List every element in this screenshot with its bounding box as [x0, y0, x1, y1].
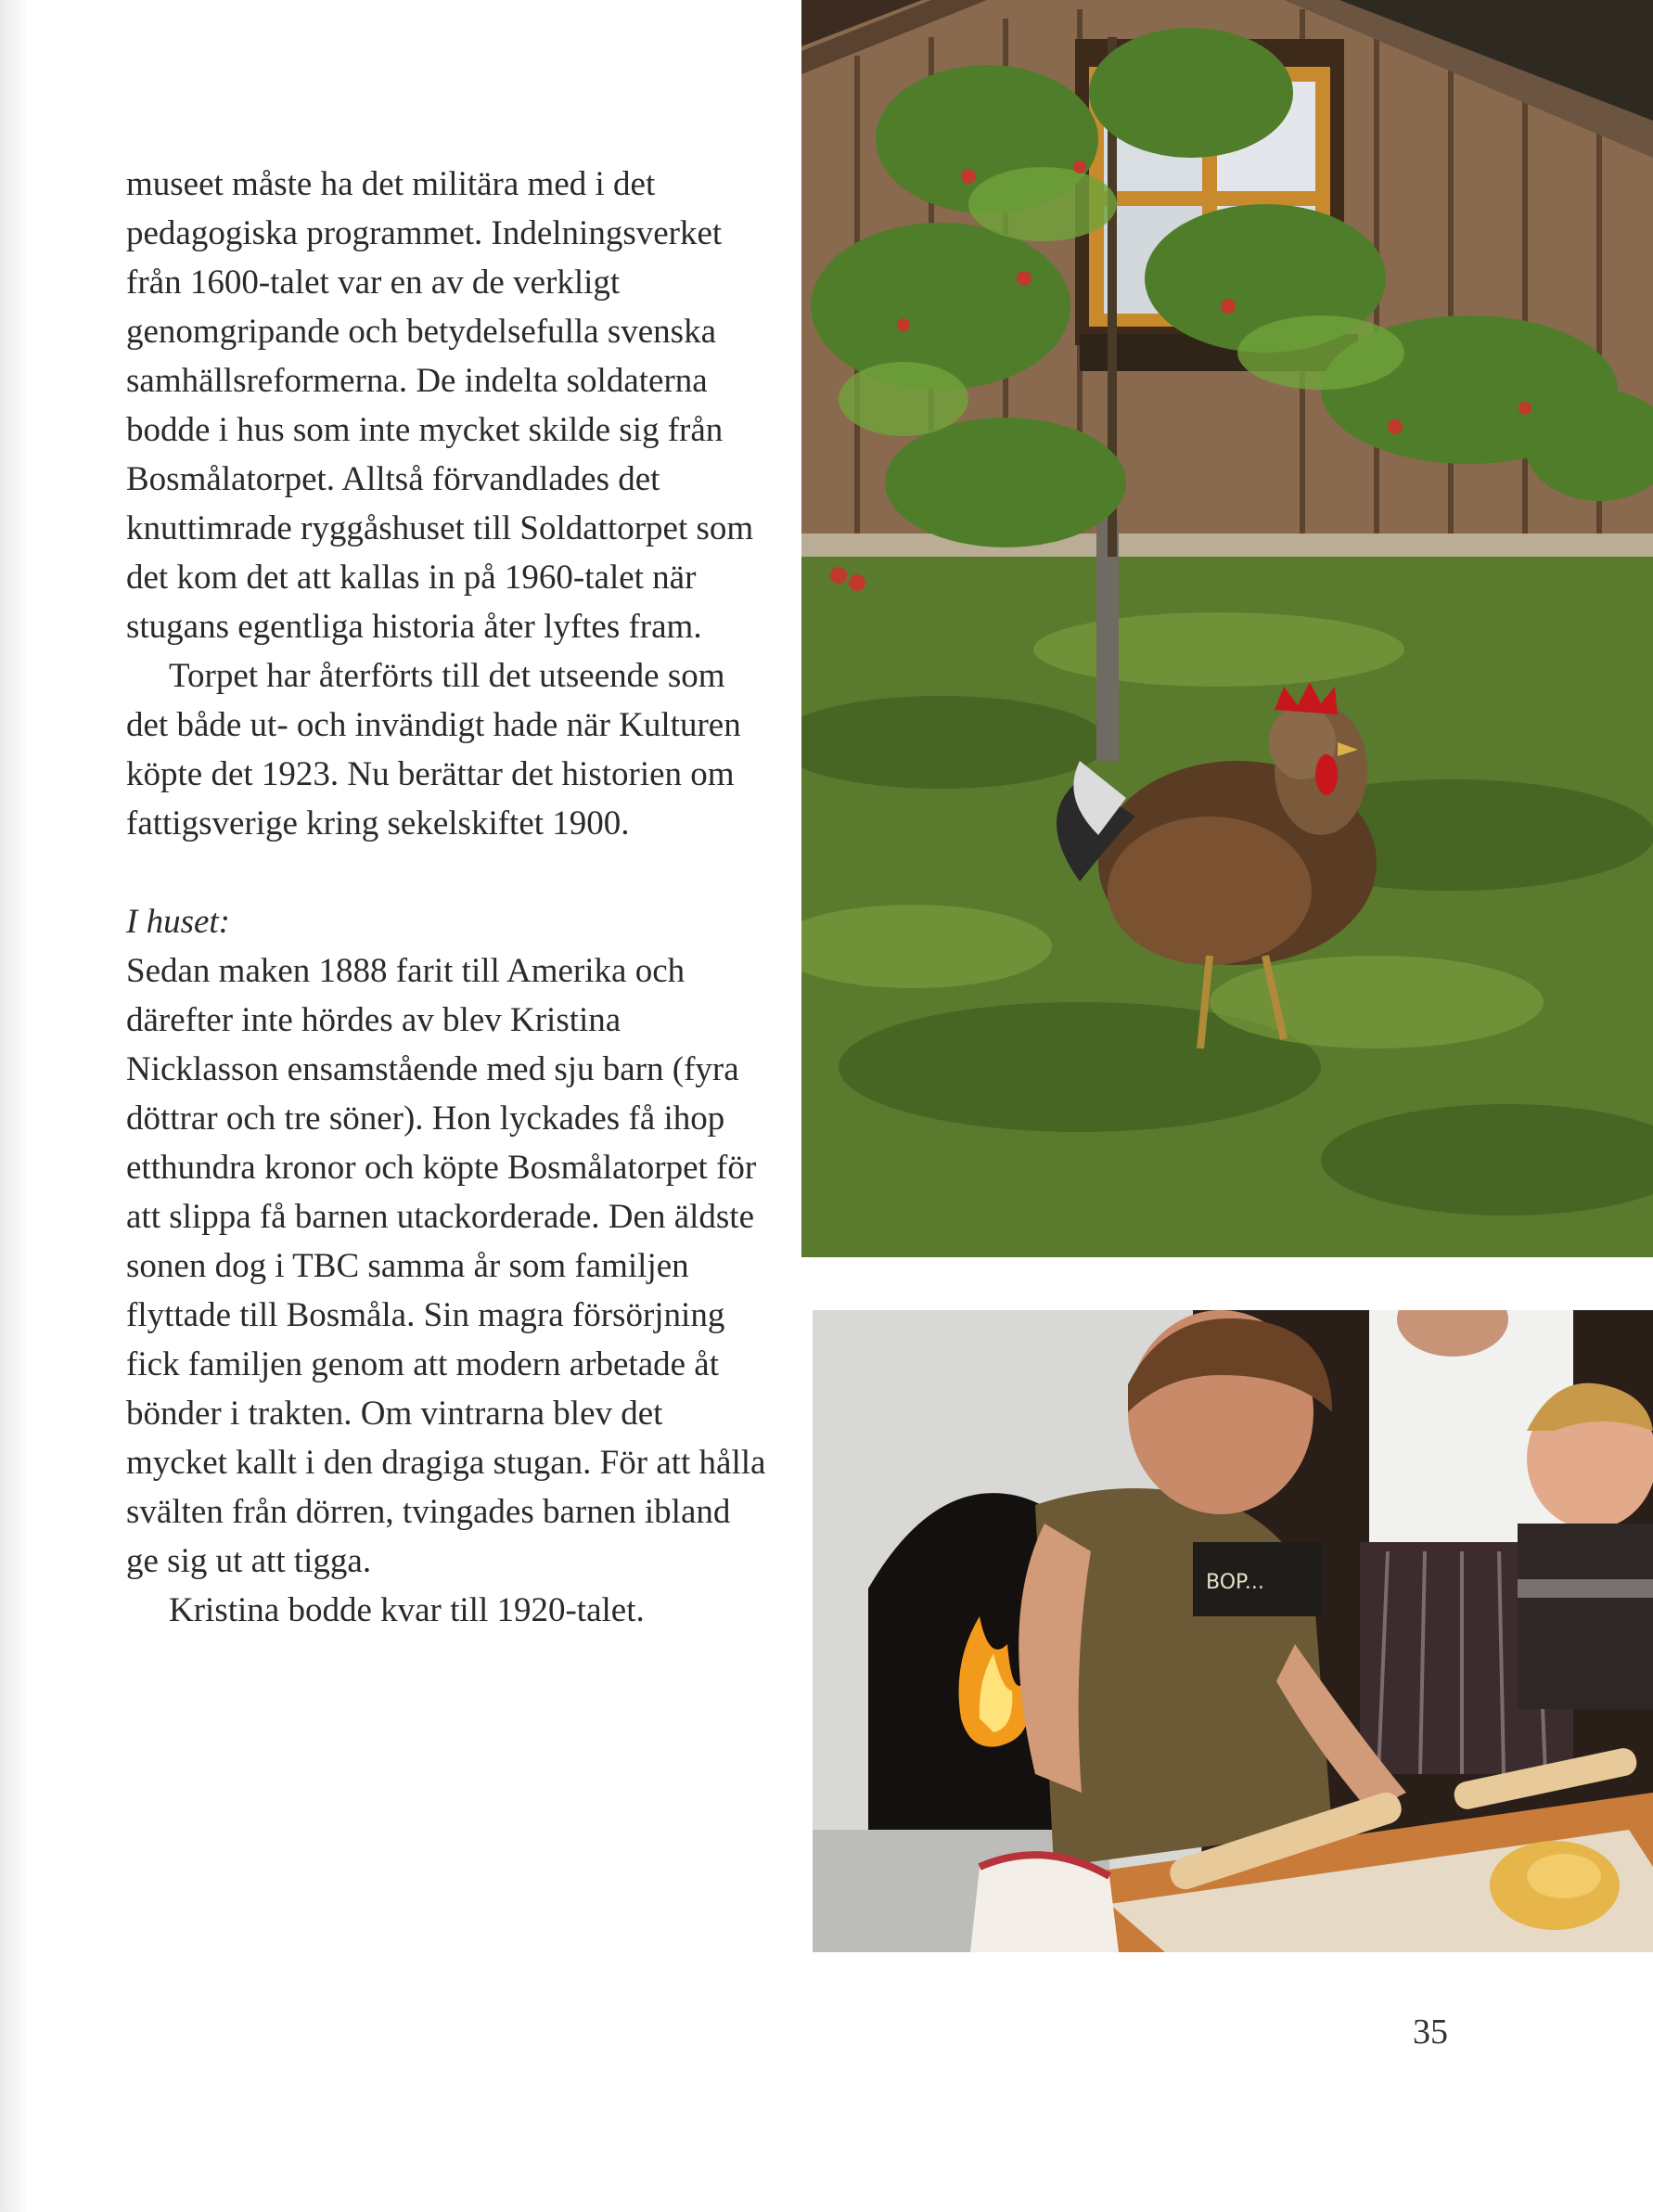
- paragraph-kristina: Sedan maken 1888 farit till Amerika och därefter inte hördes av blev Kristina Nicklasson ensamstående med sju barn (fyra döttrar och tre söner). Hon lyckades få ihop etthundra kronor och köpte Bosmålatorpet för att slippa få barnen utackorderade. Den äldste sonen dog i TBC samma år som familjen flyttade till Bosmåla. Sin magra försörjning fick familjen genom att modern arbetade åt bönder i trakten. Om vintrarna blev det mycket kallt i den dragiga stugan. För att hålla svälten från dörren, tvingades barnen ibland ge sig ut att tigga.: [126, 952, 766, 1580]
- shirt-print: BOP...: [1206, 1571, 1264, 1594]
- subheading-i-huset: I huset:: [126, 903, 230, 941]
- paragraph-militart: museet måste ha det militära med i det pedagogiska programmet. Indelningsverket från 1600-talet var en av de verkligt genomgripande och betydelsefulla svenska samhällsreformerna. De indelta soldaterna bodde i hus som inte mycket skilde sig från Bosmålatorpet. Alltså förvandlades det knuttimrade ryggåshuset till Soldattorpet som det kom det att kallas in på 1960-talet när stugans egentliga historia åter lyftes fram.: [126, 165, 754, 646]
- body-text-column: [126, 160, 766, 1635]
- photo-cottage-rooster: [801, 0, 1653, 1257]
- photo-children-baking: [813, 1310, 1653, 1952]
- paragraph-kristina-bodde: Kristina bodde kvar till 1920-talet.: [169, 1591, 645, 1629]
- paragraph-torpet: Torpet har återförts till det utseende som det både ut- och invändigt hade när Kulturen köpte det 1923. Nu berättar det historien om fattigsverige kring sekelskiftet 1900.: [126, 657, 741, 842]
- page-number: 35: [1413, 2013, 1448, 2051]
- paragraph-gap: [126, 848, 766, 897]
- page-edge-shadow: [0, 0, 28, 2212]
